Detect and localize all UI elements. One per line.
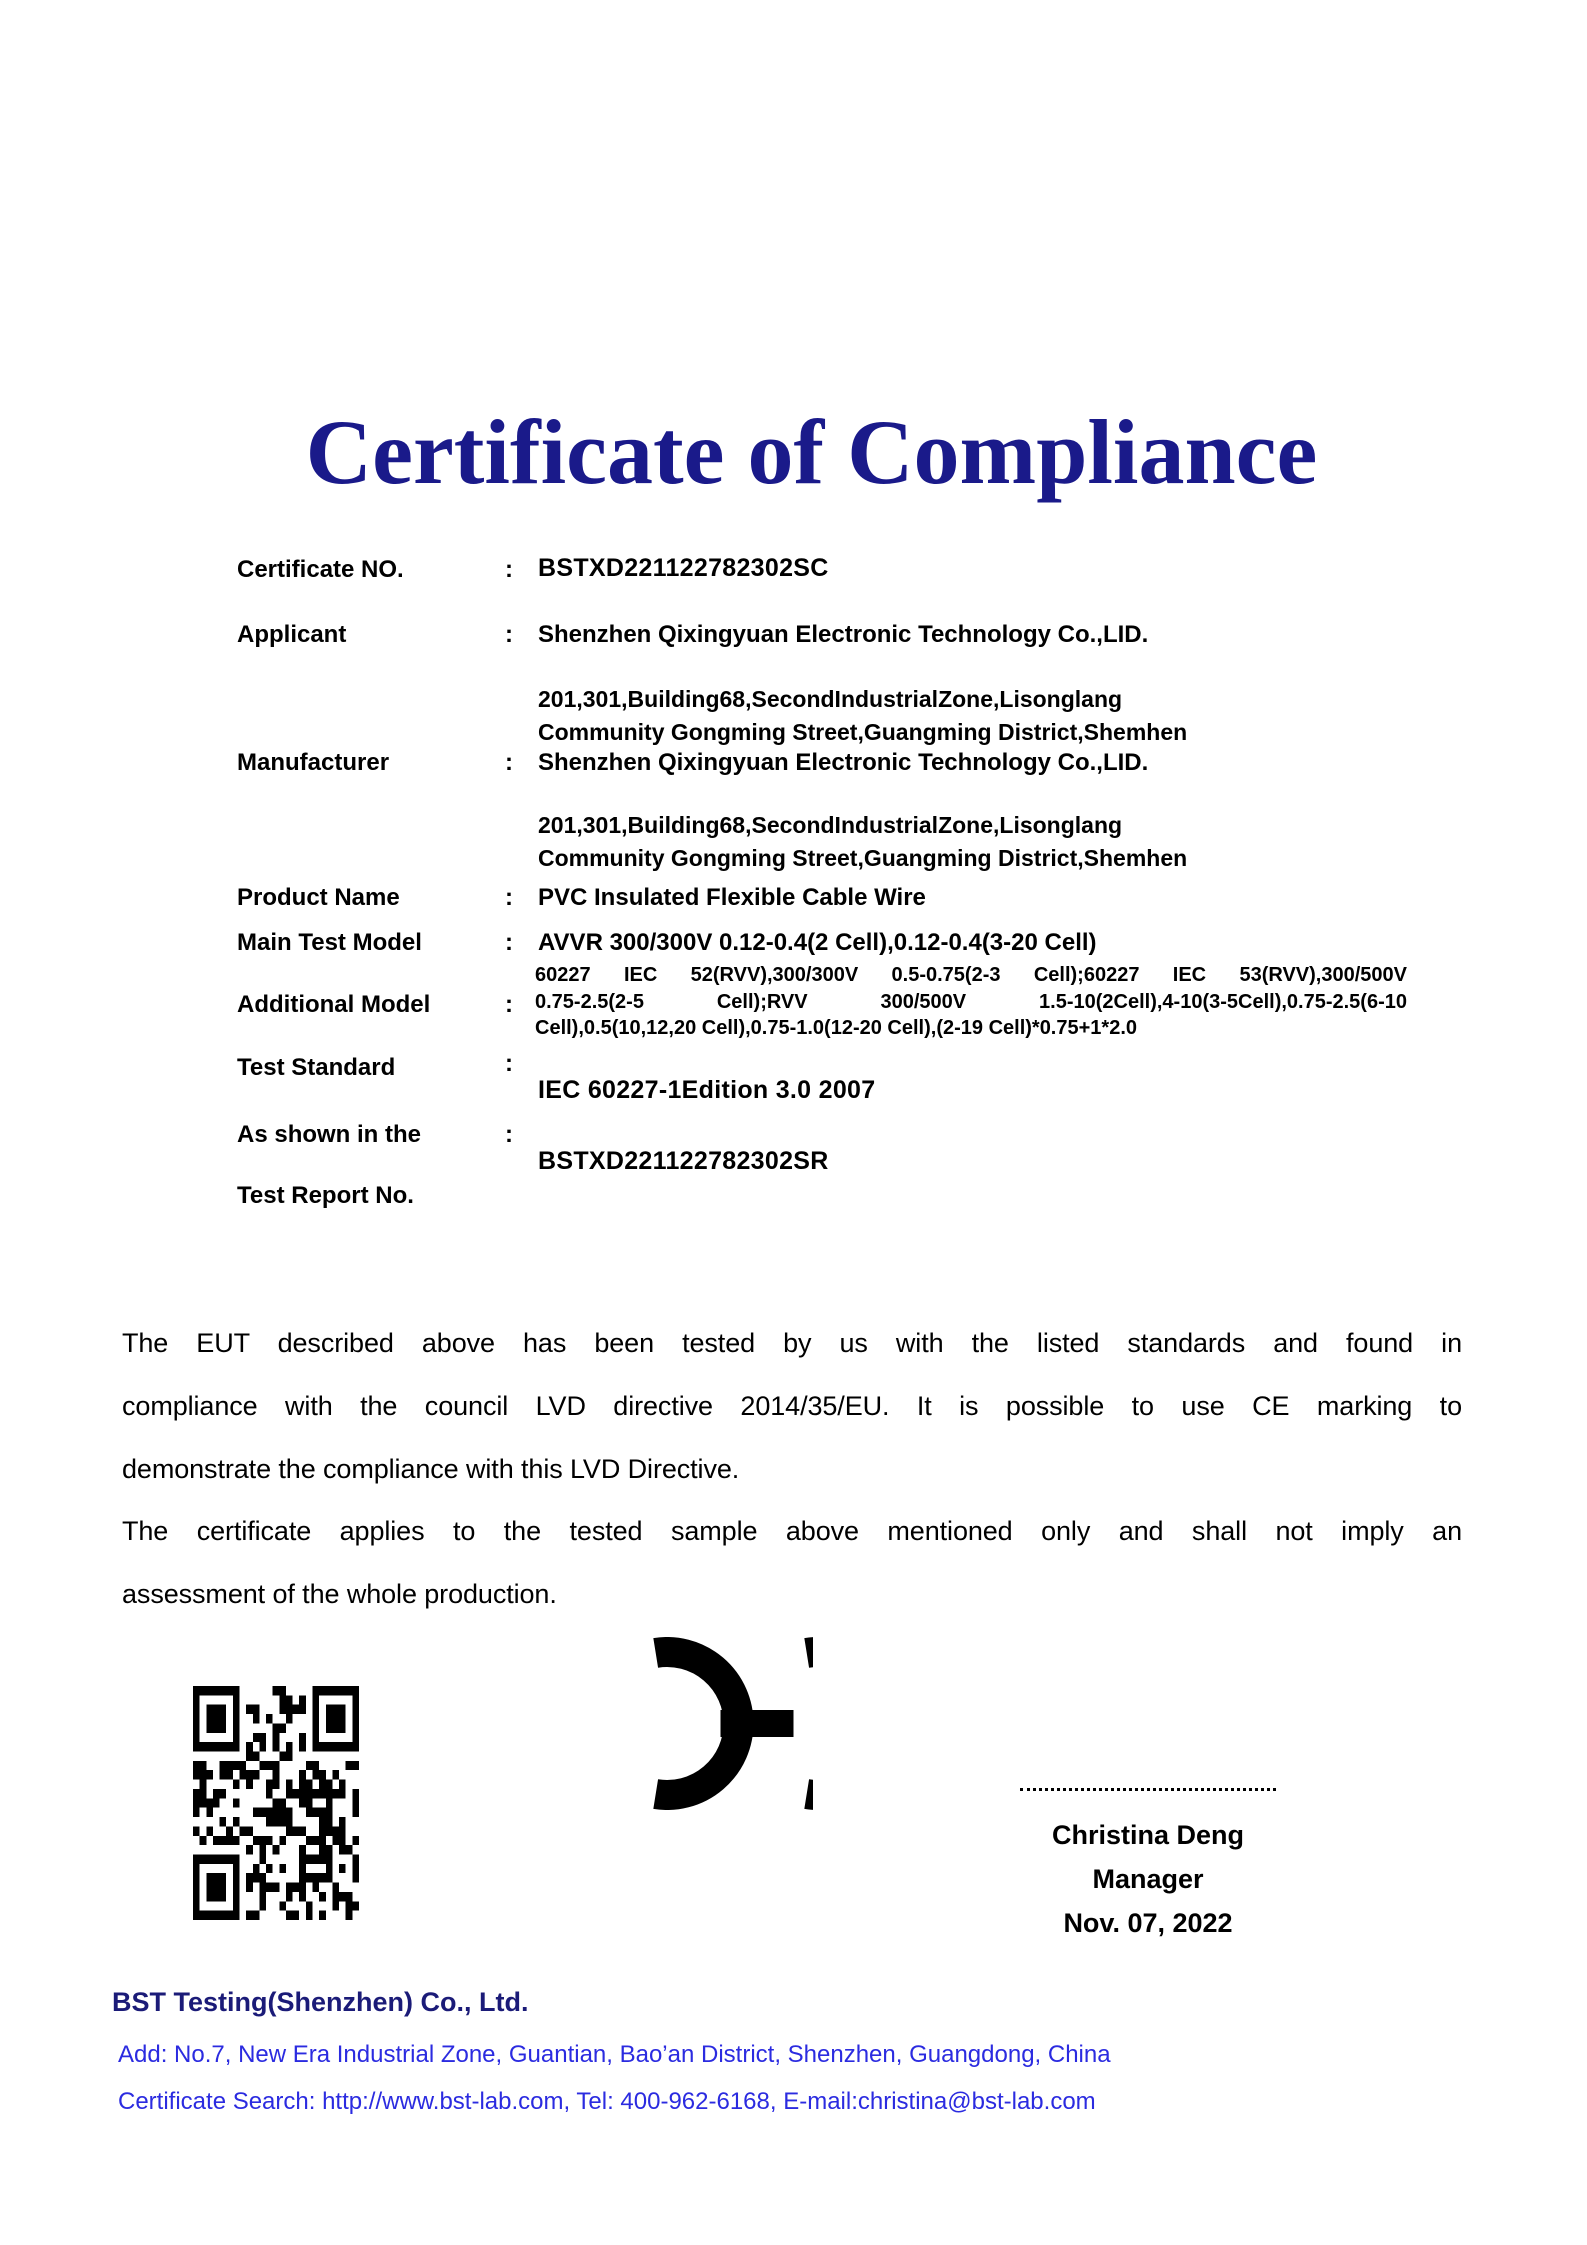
statement-line3: demonstrate the compliance with this LVD Directive.	[122, 1453, 740, 1484]
manufacturer-label: Manufacturer	[237, 749, 390, 776]
signer-name: Christina Deng	[1051, 1820, 1245, 1850]
test-report-label-line2: Test Report No.	[237, 1182, 414, 1209]
applicant-address	[538, 683, 1187, 749]
additional-model-line2: 0.75-2.5(2-5 Cell);RVV 300/500V 1.5-10(2Cell),4-10(3-5Cell),0.75-2.5(6-10	[535, 990, 1407, 1013]
test-standard-value: IEC 60227-1Edition 3.0 2007	[538, 1076, 876, 1104]
colon: :	[505, 621, 513, 648]
certificate-no-label: Certificate NO.	[237, 556, 404, 583]
issuer-address: Add: No.7, New Era Industrial Zone, Guantian, Bao’an District, Shenzhen, Guangdong, China	[118, 2041, 1111, 2068]
colon: :	[505, 749, 513, 776]
main-test-model-value: AVVR 300/300V 0.12-0.4(2 Cell),0.12-0.4(3-20 Cell)	[538, 929, 1097, 956]
certificate-no-value: BSTXD221122782302SC	[538, 554, 829, 582]
statement-line5: assessment of the whole production.	[122, 1579, 557, 1610]
manufacturer-value: Shenzhen Qixingyuan Electronic Technology Co.,LID.	[538, 749, 1149, 776]
additional-model-value	[535, 962, 1407, 1042]
test-standard-label: Test Standard	[237, 1054, 396, 1081]
statement-line1: The EUT described above has been tested by us with the listed standards and found in	[122, 1328, 1462, 1358]
applicant-address-line2: Community Gongming Street,Guangming District,Shemhen	[538, 719, 1188, 745]
manufacturer-address	[538, 809, 1187, 875]
qr-code-svg	[193, 1686, 359, 1920]
signature-line	[1020, 1788, 1276, 1791]
product-name-label: Product Name	[237, 884, 400, 911]
additional-model-line3: Cell),0.5(10,12,20 Cell),0.75-1.0(12-20 Cell),(2-19 Cell)*0.75+1*2.0	[535, 1017, 1138, 1039]
qr-code-icon	[187, 1680, 365, 1926]
colon: :	[505, 1121, 513, 1148]
colon: :	[505, 929, 513, 956]
statement-text	[122, 1312, 1462, 1626]
product-name-value: PVC Insulated Flexible Cable Wire	[538, 884, 926, 911]
page-title: Certificate of Compliance	[305, 401, 1318, 503]
manufacturer-address-line1: 201,301,Building68,SecondIndustrialZone,Lisonglang	[538, 812, 1123, 838]
statement-line2: compliance with the council LVD directive 2014/35/EU. It is possible to use CE marking to	[122, 1390, 1462, 1421]
applicant-address-line1: 201,301,Building68,SecondIndustrialZone,Lisonglang	[538, 686, 1123, 712]
colon: :	[505, 1050, 513, 1077]
issuer-contact: Certificate Search: http://www.bst-lab.com, Tel: 400-962-6168, E-mail:christina@bst-lab.com	[118, 2088, 1096, 2115]
issuer-company-name: BST Testing(Shenzhen) Co., Ltd.	[112, 1987, 529, 2017]
additional-model-line1: 60227 IEC 52(RVV),300/300V 0.5-0.75(2-3 Cell);60227 IEC 53(RVV),300/500V	[535, 964, 1407, 986]
applicant-label: Applicant	[237, 621, 347, 648]
manufacturer-address-line2: Community Gongming Street,Guangming District,Shemhen	[538, 845, 1188, 871]
main-test-model-label: Main Test Model	[237, 929, 422, 956]
test-report-label-line1: As shown in the	[237, 1121, 422, 1148]
test-report-value: BSTXD221122782302SR	[538, 1147, 829, 1175]
additional-model-label: Additional Model	[237, 991, 431, 1018]
signature-block	[988, 1813, 1308, 1945]
statement-line4: The certificate applies to the tested sample above mentioned only and shall not imply an	[122, 1516, 1462, 1547]
signer-role: Manager	[1092, 1864, 1204, 1894]
ce-mark-icon	[558, 1637, 813, 1810]
colon: :	[505, 556, 513, 583]
applicant-value: Shenzhen Qixingyuan Electronic Technology Co.,LID.	[538, 621, 1149, 648]
colon: :	[505, 884, 513, 911]
signature-date: Nov. 07, 2022	[1063, 1908, 1233, 1938]
colon: :	[505, 991, 513, 1018]
